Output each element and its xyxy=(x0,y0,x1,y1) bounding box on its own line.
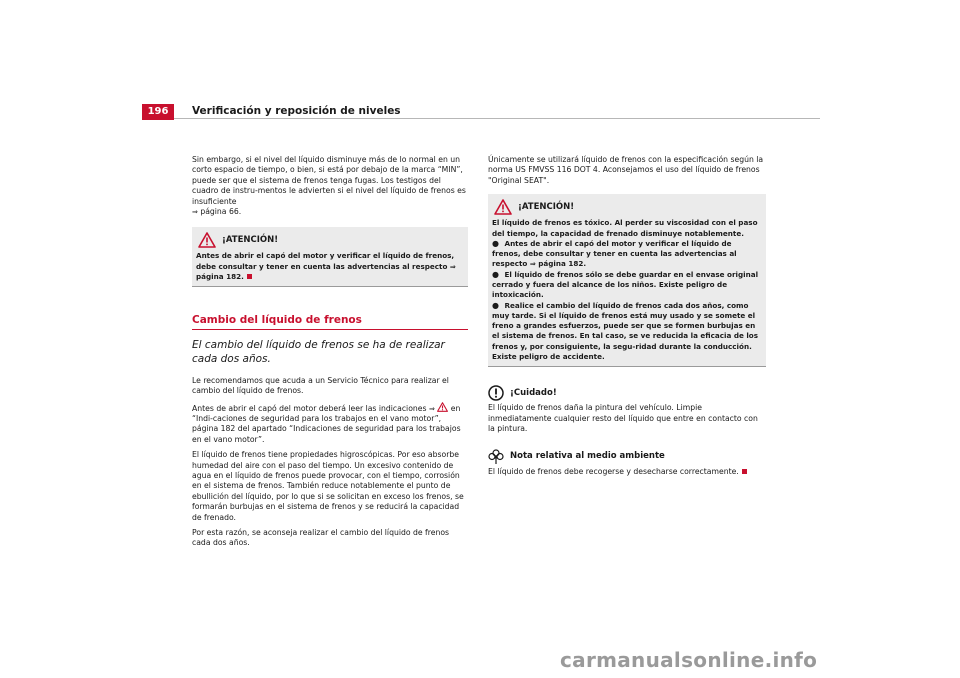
page-header xyxy=(0,0,960,120)
arrow-right-icon: ⇒ xyxy=(428,404,435,413)
exclamation-circle-icon xyxy=(488,385,504,401)
caution-header xyxy=(488,385,766,401)
intro-paragraph: Sin embargo, si el nivel del líquido disminuye más de lo normal en un corto espacio de tiempo, o bien, si está por debajo de la marca “MIN”, puede ser que el sistema de frenos tenga fugas. Los testigos del cuadro de instru-mentos le advierten si el nivel del líquido de frenos es insuficiente ⇒ página 66. xyxy=(192,155,466,217)
caution-title: ¡Cuidado! xyxy=(510,388,557,399)
page-reference-link[interactable]: página 66. xyxy=(200,207,242,217)
environment-title: Nota relativa al medio ambiente xyxy=(510,451,665,462)
header-divider xyxy=(174,118,820,119)
page-reference-link[interactable]: página 182. xyxy=(538,259,587,269)
warning-lead: El líquido de frenos es tóxico. Al perder su viscosidad con el paso del tiempo, la capacidad de frenado disminuye notablemente. xyxy=(492,218,758,238)
warning-title: ¡ATENCIÓN! xyxy=(222,235,279,246)
page-reference-link[interactable]: página 182. xyxy=(196,272,244,282)
warning-box xyxy=(192,227,468,287)
arrow-right-icon: ⇒ xyxy=(529,260,536,269)
bullet-icon: ● xyxy=(492,269,499,279)
warning-box xyxy=(488,194,766,367)
arrow-right-icon: ⇒ xyxy=(192,208,198,217)
warning-header xyxy=(196,229,464,251)
page-number: 196 xyxy=(142,104,174,120)
arrow-right-icon: ⇒ xyxy=(449,262,456,271)
warning-triangle-icon xyxy=(198,232,216,248)
bullet-icon: ● xyxy=(492,300,499,310)
intro-paragraph: Únicamente se utilizará líquido de frenos con la especificación según la norma US FMVSS 116 DOT 4. Aconsejamos el uso del líquido de frenos "Original SEAT". xyxy=(488,155,764,185)
warning-triangle-icon xyxy=(437,402,448,412)
section-title: Cambio del líquido de frenos xyxy=(192,315,468,329)
section-subtitle: El cambio del líquido de frenos se ha de realizar cada dos años. xyxy=(192,338,445,365)
paragraph: Antes de abrir el capó del motor deberá leer las indicaciones ⇒ en “Indi-caciones de seguridad para los trabajos en el vano motor”, página 182 del apartado “Indicaciones de seguridad para los trabajos en el vano motor”. xyxy=(192,403,461,444)
flower-icon xyxy=(488,449,504,465)
bullet-icon: ● xyxy=(492,238,499,248)
page-title: Verificación y reposición de niveles xyxy=(192,105,401,117)
paragraph: Por esta razón, se aconseja realizar el cambio del líquido de frenos cada dos años. xyxy=(192,528,450,548)
warning-title: ¡ATENCIÓN! xyxy=(518,202,575,213)
watermark: carmanualsonline.info xyxy=(560,648,818,672)
environment-body: El líquido de frenos debe recogerse y desecharse correctamente. xyxy=(488,467,766,477)
warning-bullet: ● Realice el cambio del líquido de frenos cada dos años, como muy tarde. Si el líquido de frenos está muy usado y se somete el freno a grandes esfuerzos, puede ser que se formen burbujas en el sistema de frenos. En tal caso, se ve reducida la eficacia de los frenos y, por consiguiente, la segu-ridad durante la conducción. Existe peligro de accidente. xyxy=(492,300,759,362)
warning-header xyxy=(492,196,762,218)
end-marker-icon xyxy=(247,274,252,279)
warning-bullet: ● El líquido de frenos sólo se debe guardar en el envase original cerrado y fuera del alcance de los niños. Existe peligro de intoxicación. xyxy=(492,269,759,300)
left-column xyxy=(192,155,468,554)
caution-body: El líquido de frenos daña la pintura del vehículo. Limpie inmediatamente cualquier resto del líquido que entre en contacto con la pintura. xyxy=(488,403,758,434)
warning-body xyxy=(492,218,762,362)
end-marker-icon xyxy=(742,469,747,474)
warning-triangle-icon xyxy=(494,199,512,215)
warning-body: Antes de abrir el capó del motor y verificar el líquido de frenos, debe consultar y tener en cuenta las advertencias al respecto ⇒ página 182. xyxy=(196,251,456,282)
paragraph: Le recomendamos que acuda a un Servicio Técnico para realizar el cambio del líquido de frenos. xyxy=(192,375,449,396)
right-column xyxy=(488,155,766,482)
warning-bullet: ● Antes de abrir el capó del motor y verificar el líquido de frenos, debe consultar y tener en cuenta las advertencias al respecto ⇒ página 182. xyxy=(492,238,737,269)
paragraph: El líquido de frenos tiene propiedades higroscópicas. Por eso absorbe humedad del aire con el paso del tiempo. Un excesivo contenido de agua en el líquido de frenos puede provocar, con el tiempo, corrosión en el sistema de frenos. También reduce notablemente el punto de ebullición del líquido, por lo que si se solicitan en exceso los frenos, se formarán burbujas en el sistema de frenos y se reducirá la capacidad de frenado. xyxy=(192,450,464,522)
environment-header xyxy=(488,449,766,465)
